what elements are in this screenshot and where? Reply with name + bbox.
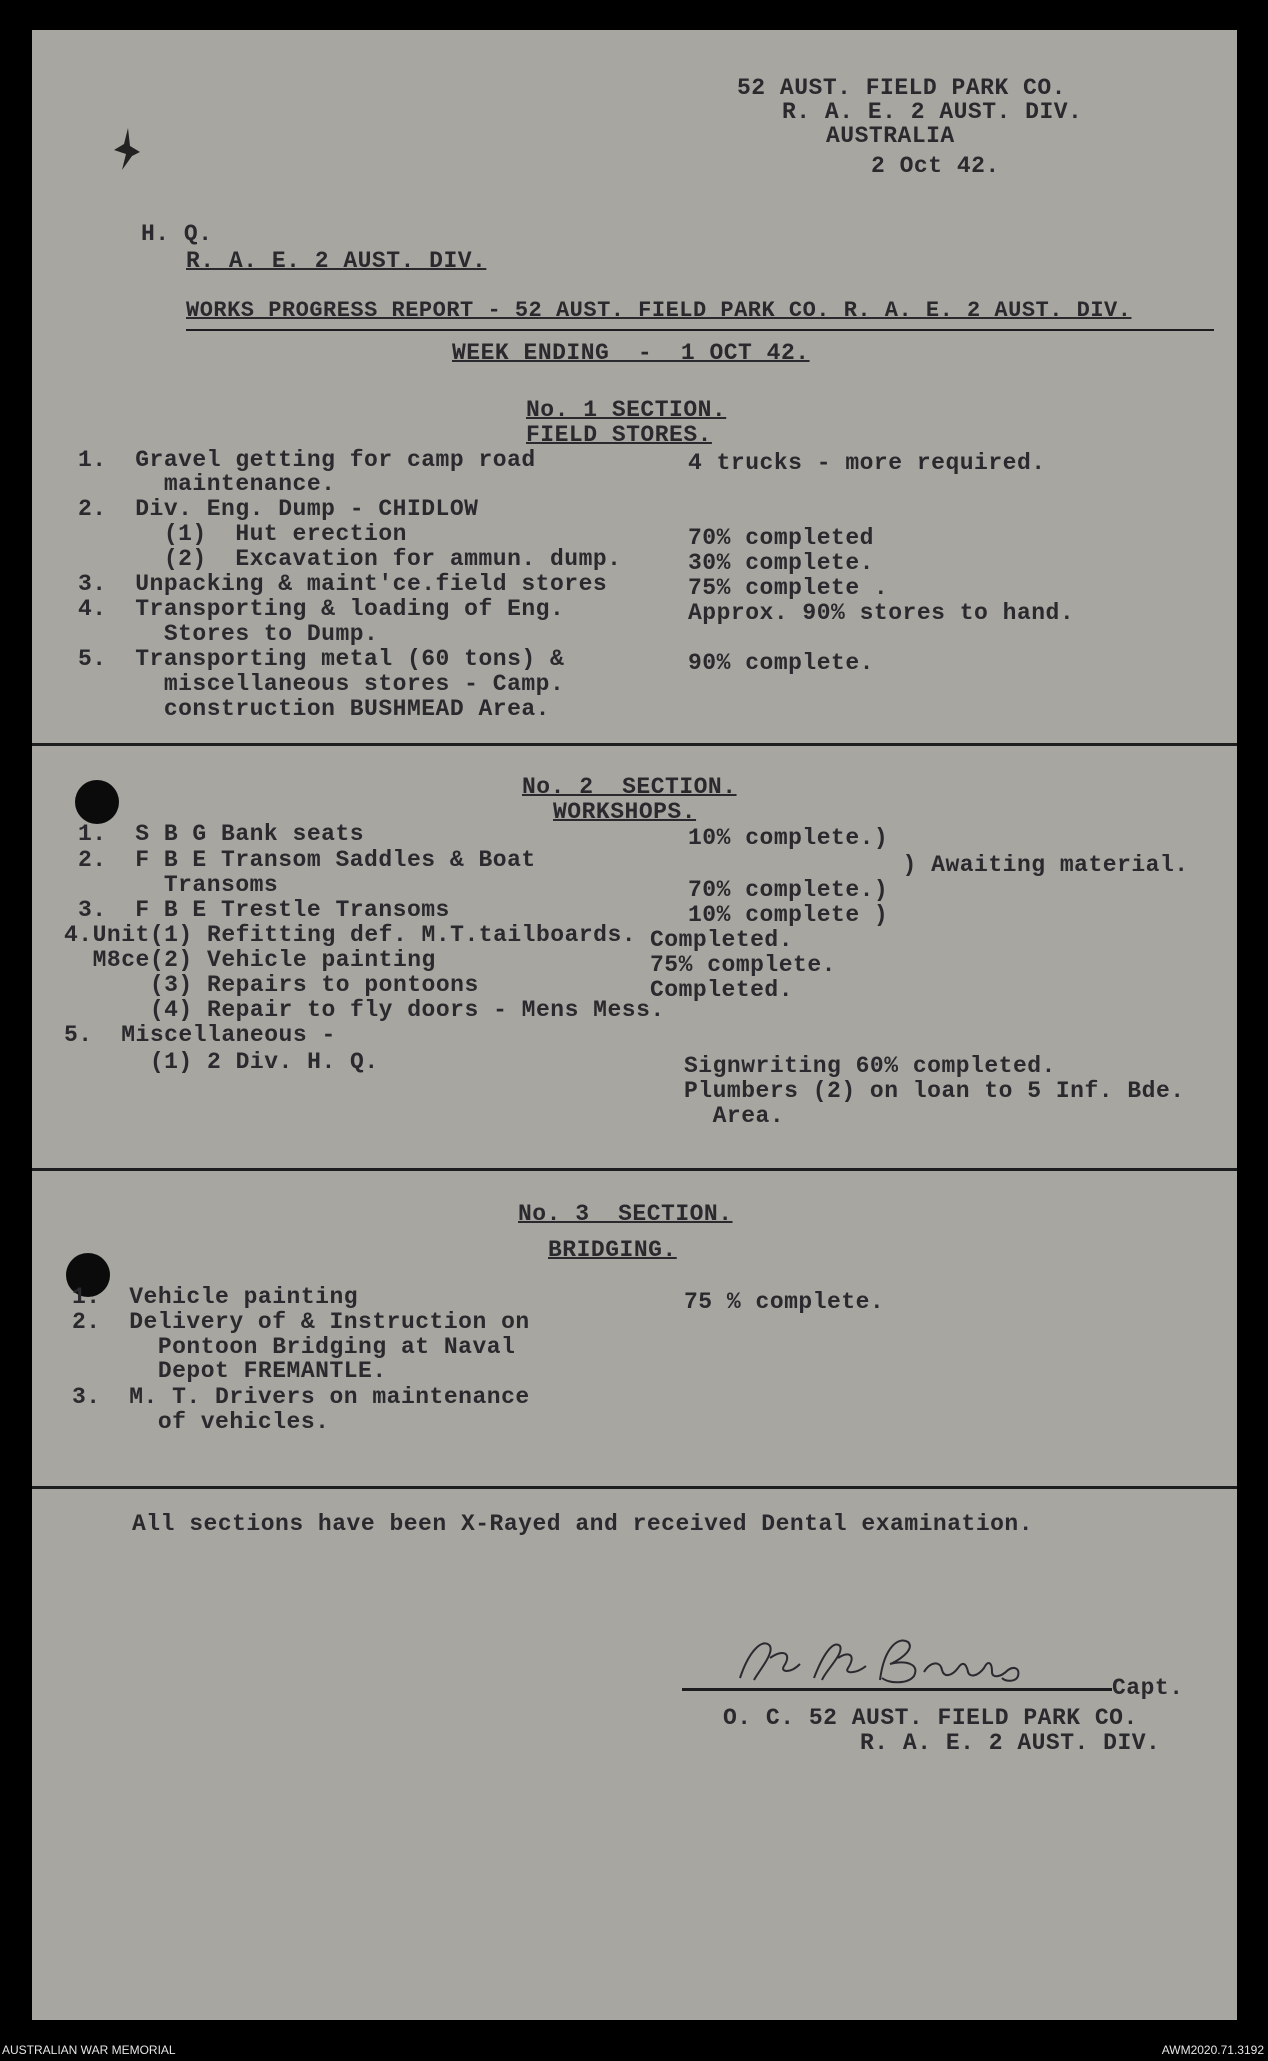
s1-right-5: 30% complete. [688,550,874,576]
s2-left-7: (3) Repairs to pontoons [64,972,479,998]
s2-left-4: 3. F B E Trestle Transoms [78,897,450,923]
s2-right-1: 10% complete.) [688,825,889,851]
s1-left-3: 2. Div. Eng. Dump - CHIDLOW [78,496,479,522]
ink-mark-icon [110,124,146,174]
s1-left-8: Stores to Dump. [78,621,379,647]
section-divider-1 [32,743,1237,746]
week-ending: WEEK ENDING - 1 OCT 42. [452,340,810,366]
section-divider-2 [32,1168,1237,1171]
s2-right-10: Signwriting 60% completed. [684,1053,1056,1079]
footer-right: AWM2020.71.3192 [1161,2043,1264,2057]
section1-subheading: FIELD STORES. [526,422,712,448]
s2-left-2: 2. F B E Transom Saddles & Boat [78,847,536,873]
s3-left-2: 2. Delivery of & Instruction on [72,1309,530,1335]
s1-left-7: 4. Transporting & loading of Eng. [78,596,565,622]
closing-note: All sections have been X-Rayed and received Dental examination. [132,1511,1034,1537]
report-title: WORKS PROGRESS REPORT - 52 AUST. FIELD PARK CO. R. A. E. 2 AUST. DIV. [186,298,1132,323]
section2-subheading: WORKSHOPS. [553,799,697,825]
s2-right-4: 10% complete ) [688,902,889,928]
s1-left-2: maintenance. [78,471,336,497]
s2-left-1: 1. S B G Bank seats [78,821,365,847]
s1-left-9: 5. Transporting metal (60 tons) & [78,646,565,672]
s2-left-5: 4.Unit(1) Refitting def. M.T.tailboards. [64,922,637,948]
s1-right-1: 4 trucks - more required. [688,450,1046,476]
s3-left-5: 3. M. T. Drivers on maintenance [72,1384,530,1410]
s2-right-11: Plumbers (2) on loan to 5 Inf. Bde. [684,1078,1185,1104]
s2-left-6: M8ce(2) Vehicle painting [64,947,436,973]
s1-left-5: (2) Excavation for ammun. dump. [78,546,622,572]
signature-line [682,1688,1112,1691]
section-divider-3 [32,1486,1237,1489]
s2-right-7: Completed. [650,977,794,1003]
s3-left-1: 1. Vehicle painting [72,1284,359,1310]
letterhead-line-4: 2 Oct 42. [871,153,1000,179]
s1-left-10: miscellaneous stores - Camp. [78,671,565,697]
s1-left-6: 3. Unpacking & maint'ce.field stores [78,571,608,597]
s1-left-4: (1) Hut erection [78,521,407,547]
footer-left: AUSTRALIAN WAR MEMORIAL [2,2043,176,2057]
handwritten-signature [730,1628,1050,1690]
section3-heading: No. 3 SECTION. [518,1201,733,1227]
signature-rank: Capt. [1112,1675,1184,1701]
s3-left-6: of vehicles. [72,1409,330,1435]
s2-left-8: (4) Repair to fly doors - Mens Mess. [64,997,665,1023]
s2-right-2: ) Awaiting material. [688,852,1189,878]
s1-right-9: 90% complete. [688,650,874,676]
s1-right-4: 70% completed [688,525,874,551]
addressee-line-1: H. Q. [141,221,213,247]
addressee-line-2: R. A. E. 2 AUST. DIV. [186,248,487,274]
s1-right-6: 75% complete . [688,575,889,601]
s2-left-10: (1) 2 Div. H. Q. [64,1049,379,1075]
s1-left-1: 1. Gravel getting for camp road [78,447,536,473]
s2-right-3: 70% complete.) [688,877,889,903]
section3-subheading: BRIDGING. [548,1237,677,1263]
letterhead-line-1: 52 AUST. FIELD PARK CO. [737,75,1066,101]
letterhead-line-2: R. A. E. 2 AUST. DIV. [782,99,1083,125]
s2-right-12: Area. [684,1103,785,1129]
s2-left-9: 5. Miscellaneous - [64,1022,336,1048]
s1-left-11: construction BUSHMEAD Area. [78,696,550,722]
punch-hole-1 [75,780,119,824]
s2-left-3: Transoms [78,872,279,898]
section2-heading: No. 2 SECTION. [522,774,737,800]
s3-left-4: Depot FREMANTLE. [72,1358,387,1384]
signature-title-2: R. A. E. 2 AUST. DIV. [860,1730,1161,1756]
letterhead-line-3: AUSTRALIA [826,123,955,149]
s2-right-6: 75% complete. [650,952,836,978]
signature-title-1: O. C. 52 AUST. FIELD PARK CO. [723,1705,1138,1731]
title-double-underline [186,329,1214,331]
section1-heading: No. 1 SECTION. [526,397,727,423]
s3-left-3: Pontoon Bridging at Naval [72,1334,516,1360]
s3-right-1: 75 % complete. [684,1289,885,1315]
s1-right-7: Approx. 90% stores to hand. [688,600,1075,626]
s2-right-5: Completed. [650,927,794,953]
